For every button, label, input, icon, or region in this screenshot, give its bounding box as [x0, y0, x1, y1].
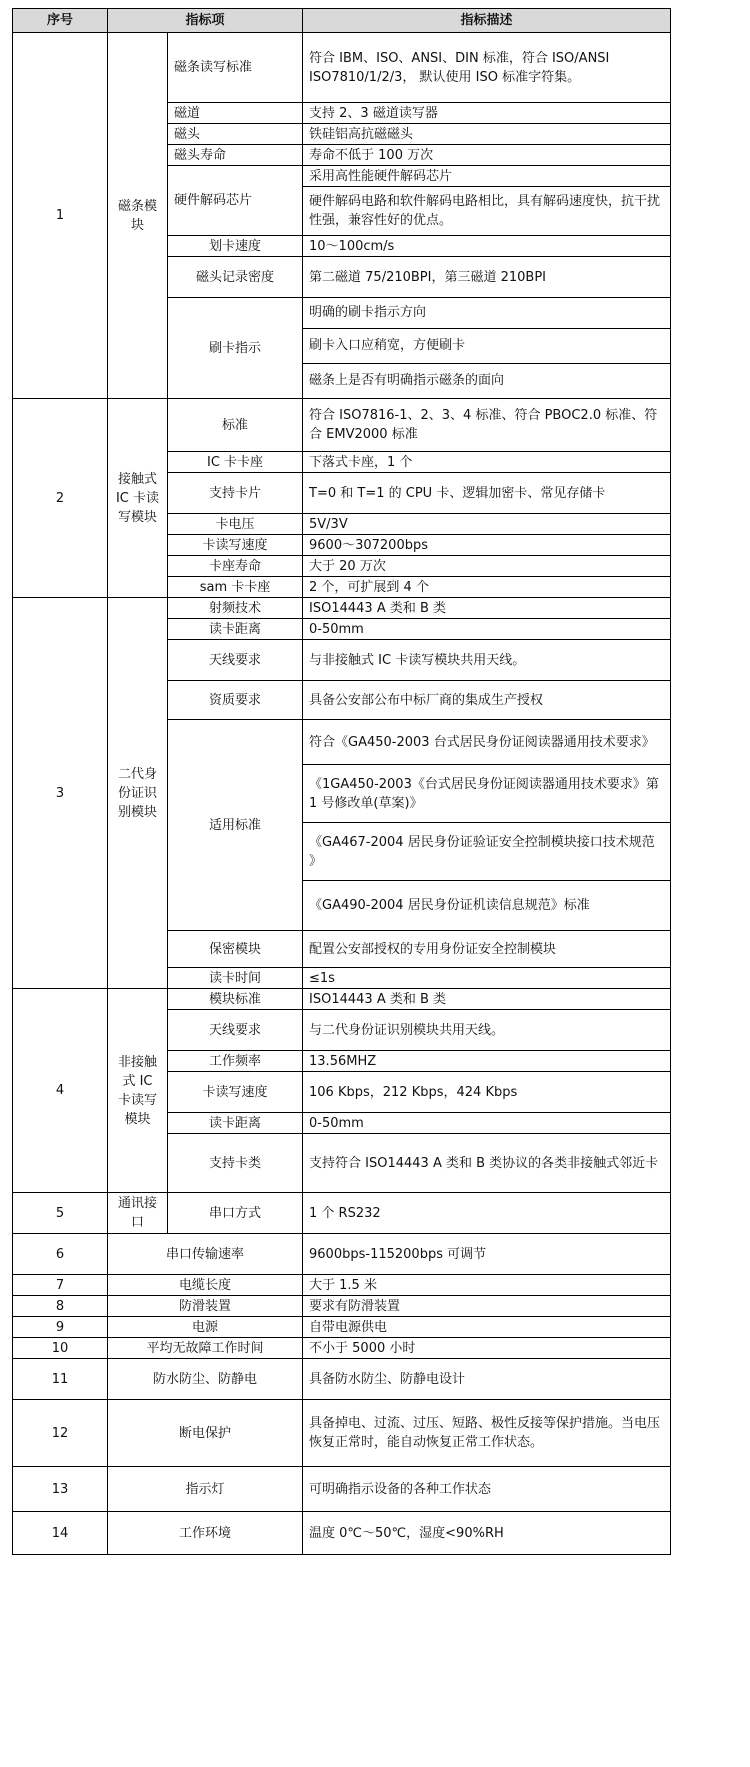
- item-desc: 刷卡入口应稍宽，方便刷卡: [303, 329, 670, 364]
- item-desc: 符合 IBM、ISO、ANSI、DIN 标准，符合 ISO/ANSI ISO7810/1/2/3， 默认使用 ISO 标准字符集。: [303, 33, 671, 103]
- row-group: 二代身份证识别模块: [108, 598, 168, 989]
- item-desc: ISO14443 A 类和 B 类: [303, 598, 671, 619]
- item-name: 天线要求: [168, 640, 303, 681]
- table-row: [13, 399, 671, 452]
- item-desc: 106 Kbps，212 Kbps，424 Kbps: [303, 1072, 671, 1113]
- table-row: [13, 1317, 671, 1338]
- item-name: 磁头: [168, 124, 303, 145]
- item-desc: 符合 ISO7816-1、2、3、4 标准、符合 PBOC2.0 标准、符合 EMV2000 标准: [303, 399, 671, 452]
- item-desc: 下落式卡座，1 个: [303, 452, 671, 473]
- item-name: 工作环境: [108, 1512, 303, 1555]
- item-desc: 具备公安部公布中标厂商的集成生产授权: [303, 681, 671, 720]
- row-group: 非接触式 IC 卡读写模块: [108, 989, 168, 1193]
- table-row: [13, 989, 671, 1010]
- row-seq: 3: [13, 598, 108, 989]
- item-desc: 与二代身份证识别模块共用天线。: [303, 1010, 671, 1051]
- header-seq: 序号: [13, 9, 108, 33]
- row-seq: 6: [13, 1234, 108, 1275]
- item-name: 卡读写速度: [168, 535, 303, 556]
- item-name: 磁条读写标准: [168, 33, 303, 103]
- row-seq: 12: [13, 1400, 108, 1467]
- item-desc: 具备防水防尘、防静电设计: [303, 1359, 671, 1400]
- item-name: 支持卡类: [168, 1134, 303, 1193]
- row-seq: 1: [13, 33, 108, 399]
- row-group: 磁条模块: [108, 33, 168, 399]
- item-name: 串口方式: [168, 1193, 303, 1234]
- item-desc: 明确的刷卡指示方向: [303, 298, 670, 329]
- spec-table: [12, 8, 671, 1555]
- table-row: [13, 1275, 671, 1296]
- item-desc: 5V/3V: [303, 514, 671, 535]
- item-desc: ≤1s: [303, 968, 671, 989]
- item-desc: 0-50mm: [303, 619, 671, 640]
- item-desc: 大于 20 万次: [303, 556, 671, 577]
- row-seq: 2: [13, 399, 108, 598]
- item-name: 串口传输速率: [108, 1234, 303, 1275]
- item-desc: 《GA490-2004 居民身份证机读信息规范》标准: [309, 898, 590, 913]
- table-row: [13, 598, 671, 619]
- item-name: 保密模块: [168, 931, 303, 968]
- item-desc: 配置公安部授权的专用身份证安全控制模块: [303, 931, 671, 968]
- item-name: 射频技术: [168, 598, 303, 619]
- item-desc: 硬件解码电路和软件解码电路相比，具有解码速度快，抗干扰性强，兼容性好的优点。: [303, 187, 671, 236]
- item-desc: 具备掉电、过流、过压、短路、极性反接等保护措施。当电压恢复正常时，能自动恢复正常工作状态。: [303, 1400, 671, 1467]
- item-desc: ISO14443 A 类和 B 类: [303, 989, 671, 1010]
- item-name: sam 卡卡座: [168, 577, 303, 598]
- item-desc: 第二磁道 75/210BPI，第三磁道 210BPI: [303, 257, 671, 298]
- item-desc: 9600bps-115200bps 可调节: [303, 1234, 671, 1275]
- item-desc: 13.56MHZ: [303, 1051, 671, 1072]
- item-name: 防滑装置: [108, 1296, 303, 1317]
- item-name: 支持卡片: [168, 473, 303, 514]
- table-row: [13, 1400, 671, 1467]
- row-seq: 14: [13, 1512, 108, 1555]
- item-desc: 9600～307200bps: [303, 535, 671, 556]
- item-name: 磁道: [168, 103, 303, 124]
- table-row: [13, 1193, 671, 1234]
- table-row: [13, 1338, 671, 1359]
- item-desc: 温度 0℃～50℃，湿度<90%RH: [303, 1512, 671, 1555]
- header-desc: 指标描述: [303, 9, 671, 33]
- item-name: 标准: [168, 399, 303, 452]
- item-name: 工作频率: [168, 1051, 303, 1072]
- item-desc: T=0 和 T=1 的 CPU 卡、逻辑加密卡、常见存储卡: [303, 473, 671, 514]
- row-group: 通讯接口: [108, 1193, 168, 1234]
- row-seq: 13: [13, 1467, 108, 1512]
- item-name: 模块标准: [168, 989, 303, 1010]
- item-name: 指示灯: [108, 1467, 303, 1512]
- item-name: 资质要求: [168, 681, 303, 720]
- item-name: 划卡速度: [168, 236, 303, 257]
- item-desc: 《GA467-2004 居民身份证验证安全控制模块接口技术规范 》: [303, 823, 670, 881]
- item-desc: 采用高性能硬件解码芯片: [303, 166, 671, 187]
- header-item: 指标项: [108, 9, 303, 33]
- item-desc: 大于 1.5 米: [303, 1275, 671, 1296]
- item-desc: 与非接触式 IC 卡读写模块共用天线。: [303, 640, 671, 681]
- item-desc: 支持符合 ISO14443 A 类和 B 类协议的各类非接触式邻近卡: [303, 1134, 671, 1193]
- item-name: 卡读写速度: [168, 1072, 303, 1113]
- table-row: [13, 1359, 671, 1400]
- item-desc: 符合《GA450-2003 台式居民身份证阅读器通用技术要求》: [303, 721, 670, 765]
- item-name: 电缆长度: [108, 1275, 303, 1296]
- item-desc: 不小于 5000 小时: [303, 1338, 671, 1359]
- item-name: 磁头记录密度: [168, 257, 303, 298]
- desc-stack: [303, 298, 671, 399]
- item-desc: 2 个，可扩展到 4 个: [303, 577, 671, 598]
- row-group: 接触式 IC 卡读写模块: [108, 399, 168, 598]
- item-desc: 10～100cm/s: [303, 236, 671, 257]
- item-desc: 0-50mm: [303, 1113, 671, 1134]
- desc-stack: [303, 720, 671, 931]
- item-name: 读卡距离: [168, 1113, 303, 1134]
- item-name: 读卡距离: [168, 619, 303, 640]
- item-name: 平均无故障工作时间: [108, 1338, 303, 1359]
- item-desc: 自带电源供电: [303, 1317, 671, 1338]
- item-desc: 1 个 RS232: [303, 1193, 671, 1234]
- item-desc: 支持 2、3 磁道读写器: [303, 103, 671, 124]
- row-seq: 7: [13, 1275, 108, 1296]
- item-name: 适用标准: [168, 720, 303, 931]
- item-name: IC 卡卡座: [168, 452, 303, 473]
- row-seq: 5: [13, 1193, 108, 1234]
- item-name: 卡座寿命: [168, 556, 303, 577]
- table-row: [13, 1467, 671, 1512]
- item-desc: 寿命不低于 100 万次: [303, 145, 671, 166]
- row-seq: 8: [13, 1296, 108, 1317]
- item-desc: 《1GA450-2003《台式居民身份证阅读器通用技术要求》第 1 号修改单(草案)》: [303, 765, 670, 823]
- item-name: 磁头寿命: [168, 145, 303, 166]
- table-row: [13, 1296, 671, 1317]
- item-desc: 磁条上是否有明确指示磁条的面向: [309, 373, 505, 388]
- item-desc: 可明确指示设备的各种工作状态: [303, 1467, 671, 1512]
- item-desc: 铁硅铝高抗磁磁头: [303, 124, 671, 145]
- item-name: 防水防尘、防静电: [108, 1359, 303, 1400]
- item-name: 断电保护: [108, 1400, 303, 1467]
- item-name: 硬件解码芯片: [168, 166, 303, 236]
- row-seq: 4: [13, 989, 108, 1193]
- item-name: 读卡时间: [168, 968, 303, 989]
- row-seq: 9: [13, 1317, 108, 1338]
- table-header-row: [13, 9, 671, 33]
- row-seq: 10: [13, 1338, 108, 1359]
- item-name: 刷卡指示: [168, 298, 303, 399]
- item-desc: 要求有防滑装置: [303, 1296, 671, 1317]
- item-name: 天线要求: [168, 1010, 303, 1051]
- row-seq: 11: [13, 1359, 108, 1400]
- table-row: [13, 33, 671, 103]
- table-row: [13, 1512, 671, 1555]
- table-row: [13, 1234, 671, 1275]
- item-name: 卡电压: [168, 514, 303, 535]
- item-name: 电源: [108, 1317, 303, 1338]
